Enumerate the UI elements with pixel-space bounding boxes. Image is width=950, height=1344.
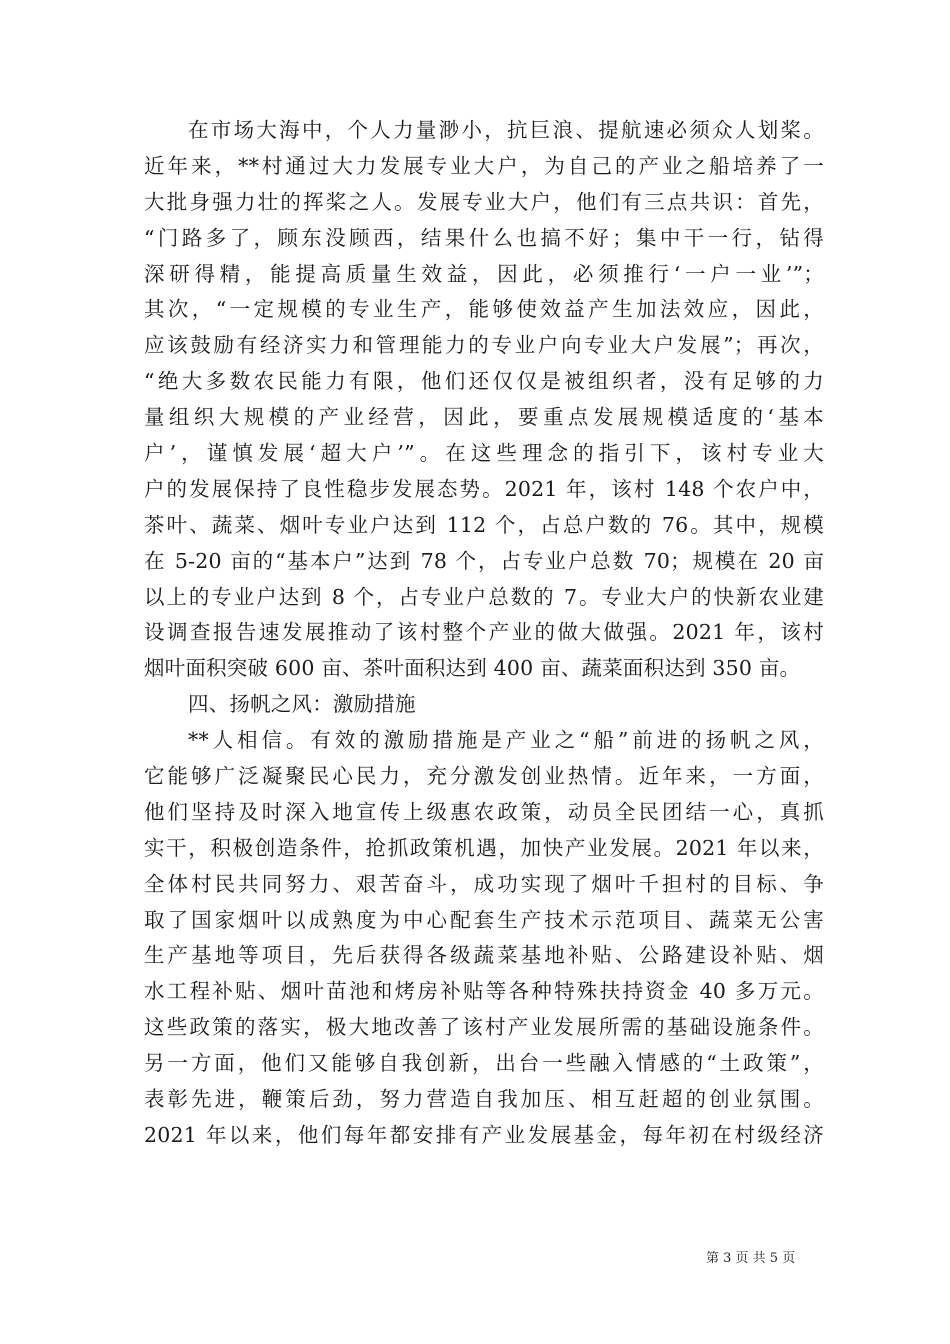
text-line: **人相信。有效的激励措施是产业之“船”前进的扬帆之风，: [188, 728, 824, 753]
text-line: 另一方面，他们又能够自我创新，出台一些融入情感的“土政策”，: [144, 1051, 824, 1076]
text-line: 茶叶、蔬菜、烟叶专业户达到 112 个，占总户数的 76。其中，规模: [144, 512, 824, 537]
text-line: 全体村民共同努力、艰苦奋斗，成功实现了烟叶千担村的目标、争: [144, 871, 824, 896]
text-line: 生产基地等项目，先后获得各级蔬菜基地补贴、公路建设补贴、烟: [144, 943, 824, 968]
text-line: 他们坚持及时深入地宣传上级惠农政策，动员全民团结一心，真抓: [144, 799, 824, 824]
text-line: 深研得精，能提高质量生效益，因此，必须推行‘一户一业’”；: [144, 261, 824, 286]
text-line: 烟叶面积突破 600 亩、茶叶面积达到 400 亩、蔬菜面积达到 350 亩。: [144, 656, 801, 681]
text-line: 水工程补贴、烟叶苗池和烤房补贴等各种特殊扶持资金 40 多万元。: [144, 979, 824, 1004]
text-line: 取了国家烟叶以成熟度为中心配套生产技术示范项目、蔬菜无公害: [144, 907, 824, 932]
text-line: 量组织大规模的产业经营，因此，要重点发展规模适度的‘基本: [144, 405, 824, 430]
text-line: 在市场大海中，个人力量渺小，抗巨浪、提航速必须众人划桨。: [188, 118, 824, 142]
text-line: 在 5-20 亩的“基本户”达到 78 个，占专业户总数 70；规模在 20 亩: [144, 548, 824, 573]
text-line: 2021 年以来，他们每年都安排有产业发展基金，每年初在村级经济: [144, 1122, 824, 1147]
text-line: “绝大多数农民能力有限，他们还仅仅是被组织者，没有足够的力: [144, 369, 824, 394]
text-line: 这些政策的落实，极大地改善了该村产业发展所需的基础设施条件。: [144, 1015, 824, 1040]
text-line: 其次，“一定规模的专业生产，能够使效益产生加法效应，因此，: [144, 297, 824, 322]
text-line: 实干，积极创造条件，抢抓政策机遇，加快产业发展。2021 年以来，: [144, 835, 824, 860]
text-line: 应该鼓励有经济实力和管理能力的专业户向专业大户发展”；再次，: [144, 333, 824, 358]
text-line: 表彰先进，鞭策后劲，努力营造自我加压、相互赶超的创业氛围。: [144, 1087, 824, 1112]
section-heading: 四、扬帆之风：激励措施: [188, 692, 416, 717]
text-line: “门路多了，顾东没顾西，结果什么也搞不好；集中干一行，钻得: [144, 225, 824, 250]
text-line: 设调查报告速发展推动了该村整个产业的做大做强。2021 年，该村: [144, 620, 824, 645]
text-line: 近年来，**村通过大力发展专业大户，为自己的产业之船培养了一: [144, 153, 824, 178]
text-line: 以上的专业户达到 8 个，占专业户总数的 7。专业大户的快新农业建: [144, 584, 824, 609]
text-line: 户的发展保持了良性稳步发展态势。2021 年，该村 148 个农户中，: [144, 476, 824, 501]
page-number: 第 3 页 共 5 页: [706, 1251, 796, 1266]
text-line: 户’，谨慎发展‘超大户’”。在这些理念的指引下，该村专业大: [144, 441, 824, 466]
text-line: 它能够广泛凝聚民心民力，充分激发创业热情。近年来，一方面，: [144, 764, 824, 789]
document-body: [144, 113, 824, 1154]
text-line: 大批身强力壮的挥桨之人。发展专业大户，他们有三点共识：首先，: [144, 189, 824, 214]
